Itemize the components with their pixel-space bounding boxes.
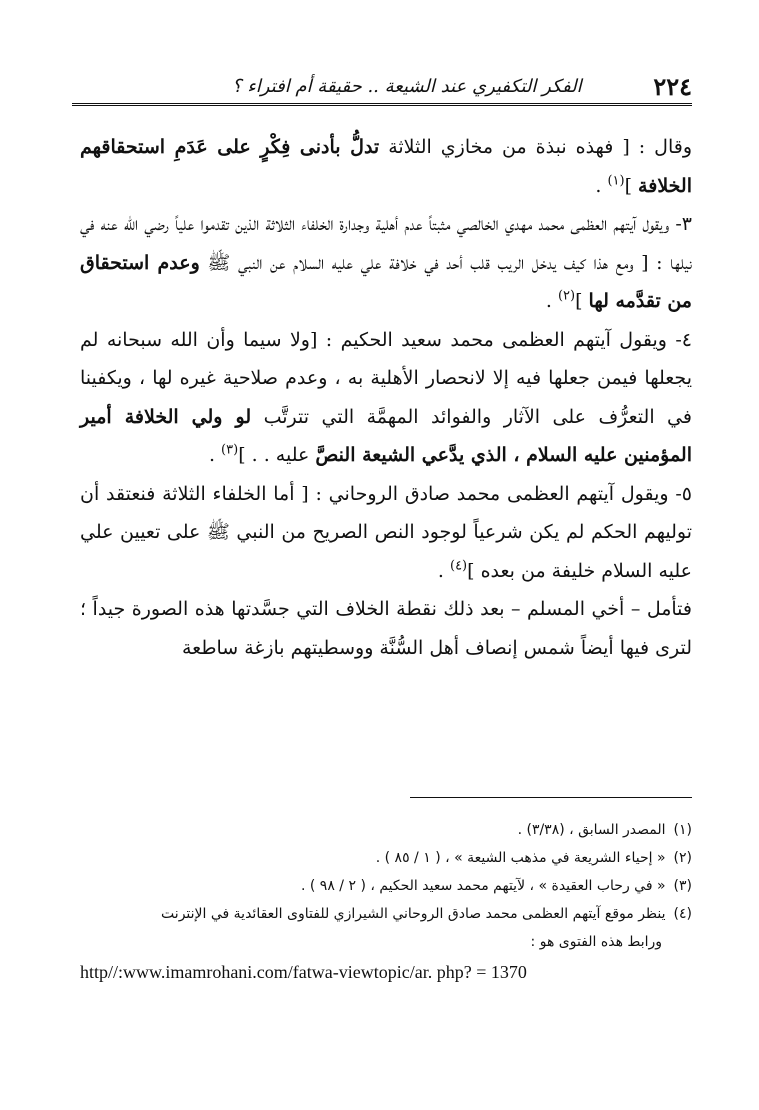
header-rule: [72, 103, 692, 106]
paragraph-item-3: [80, 205, 692, 321]
p3-bold: لو ولي الخلافة أمير المؤمنين عليه السلام ، الذي يدَّعي الشيعة النصَّ: [80, 405, 692, 466]
main-text: [80, 128, 692, 667]
footnote-ref-4: (٤): [449, 558, 468, 574]
footnote-number: (٤): [673, 906, 692, 922]
page-header: [72, 72, 692, 106]
fatwa-url[interactable]: http//:www.imamrohani.com/fatwa-viewtopic/ar. php? = 1370: [80, 962, 527, 982]
p1-end: .: [595, 174, 608, 197]
p2-tail: ]: [575, 290, 589, 312]
footnote-text: « في رحاب العقيدة » ، لآيتهم محمد سعيد الحكيم ، ( ٢ / ٩٨ ) .: [300, 878, 666, 894]
running-title: الفكر التكفيري عند الشيعة .. حقيقة أم افتراء ؟: [232, 76, 582, 97]
footnote-3: [80, 872, 692, 900]
footnote-2: [80, 844, 692, 872]
footnote-text: « إحياء الشريعة في مذهب الشيعة » ، ( ١ / ٨٥ ) .: [375, 850, 666, 866]
p1-tail: ]: [624, 174, 639, 197]
p3-end: .: [208, 444, 222, 466]
footnote-4-continuation: ورابط هذه الفتوى هو :: [530, 934, 662, 950]
footnote-4: [80, 900, 692, 928]
p2-text: ٣- ويقول آيتهم العظمى محمد مهدي الخالصي مثبتاً عدم أهلية وجدارة الخلفاء الثلاثة الذين تقدموا علياً رضي الله عنه في نيلها : [ ومع هذا كيف يدخل الريب قلب أحد في خلافة علي عليه السلام عن النبي ﷺ: [80, 213, 692, 274]
page-number: ٢٢٤: [653, 72, 692, 101]
p4-text: ٥- ويقول آيتهم العظمى محمد صادق الروحاني : [ أما الخلفاء الثلاثة فنعتقد أن توليهم الحكم لم يكن شرعياً لوجود النص الصريح من النبي ﷺ على تعيين علي عليه السلام خليفة من بعده ]: [80, 482, 692, 582]
p4-end: .: [437, 559, 450, 582]
p1-bold: تدلُّ بأدنى فِكْرٍ على عَدَمِ استحقاقهم الخلافة: [80, 136, 692, 197]
footnote-1: [80, 816, 692, 844]
footnote-number: (١): [673, 822, 692, 838]
footnote-ref-1: (١): [607, 173, 625, 189]
p3-text: ٤- ويقول آيتهم العظمى محمد سعيد الحكيم : [ولا سيما وأن الله سبحانه لم يجعلها فيمن جعلها فيه إلا لانحصار الأهلية به ، وعدم صلاحية غيره لها ، ويكفينا في التعرُّف على الآثار والفوائد المهمَّة التي تترتَّب: [80, 328, 692, 428]
p1-intro: وقال : [ فهذه نبذة من مخازي الثلاثة: [379, 136, 693, 158]
paragraph-item-5: [80, 475, 692, 591]
footnote-text: المصدر السابق ، (٣/٣٨) .: [517, 822, 666, 838]
footnote-number: (٣): [673, 878, 692, 894]
footnote-text: ينظر موقع آيتهم العظمى محمد صادق الروحاني الشيرازي للفتاوى العقائدية في الإنترنت: [161, 906, 666, 922]
p3-tail: عليه . . ]: [238, 444, 316, 466]
footnotes: [80, 816, 692, 988]
paragraph-item-4: [80, 321, 692, 475]
p2-bold: وعدم استحقاق من تقدَّمه لها: [80, 251, 692, 312]
footnote-ref-2: (٢): [557, 288, 576, 304]
paragraph-conclusion: فتأمل – أخي المسلم – بعد ذلك نقطة الخلاف التي جسَّدتها هذه الصورة جيداً ؛ لترى فيها أيضاً شمس إنصاف أهل السُّنَّة ووسطيتهم بازغة ساطعة: [80, 598, 692, 659]
paragraph-quote-1: [80, 128, 692, 205]
footnote-separator: [410, 797, 692, 798]
footnote-ref-3: (٣): [221, 442, 239, 458]
p2-end: .: [545, 290, 558, 312]
footnote-number: (٢): [673, 850, 692, 866]
